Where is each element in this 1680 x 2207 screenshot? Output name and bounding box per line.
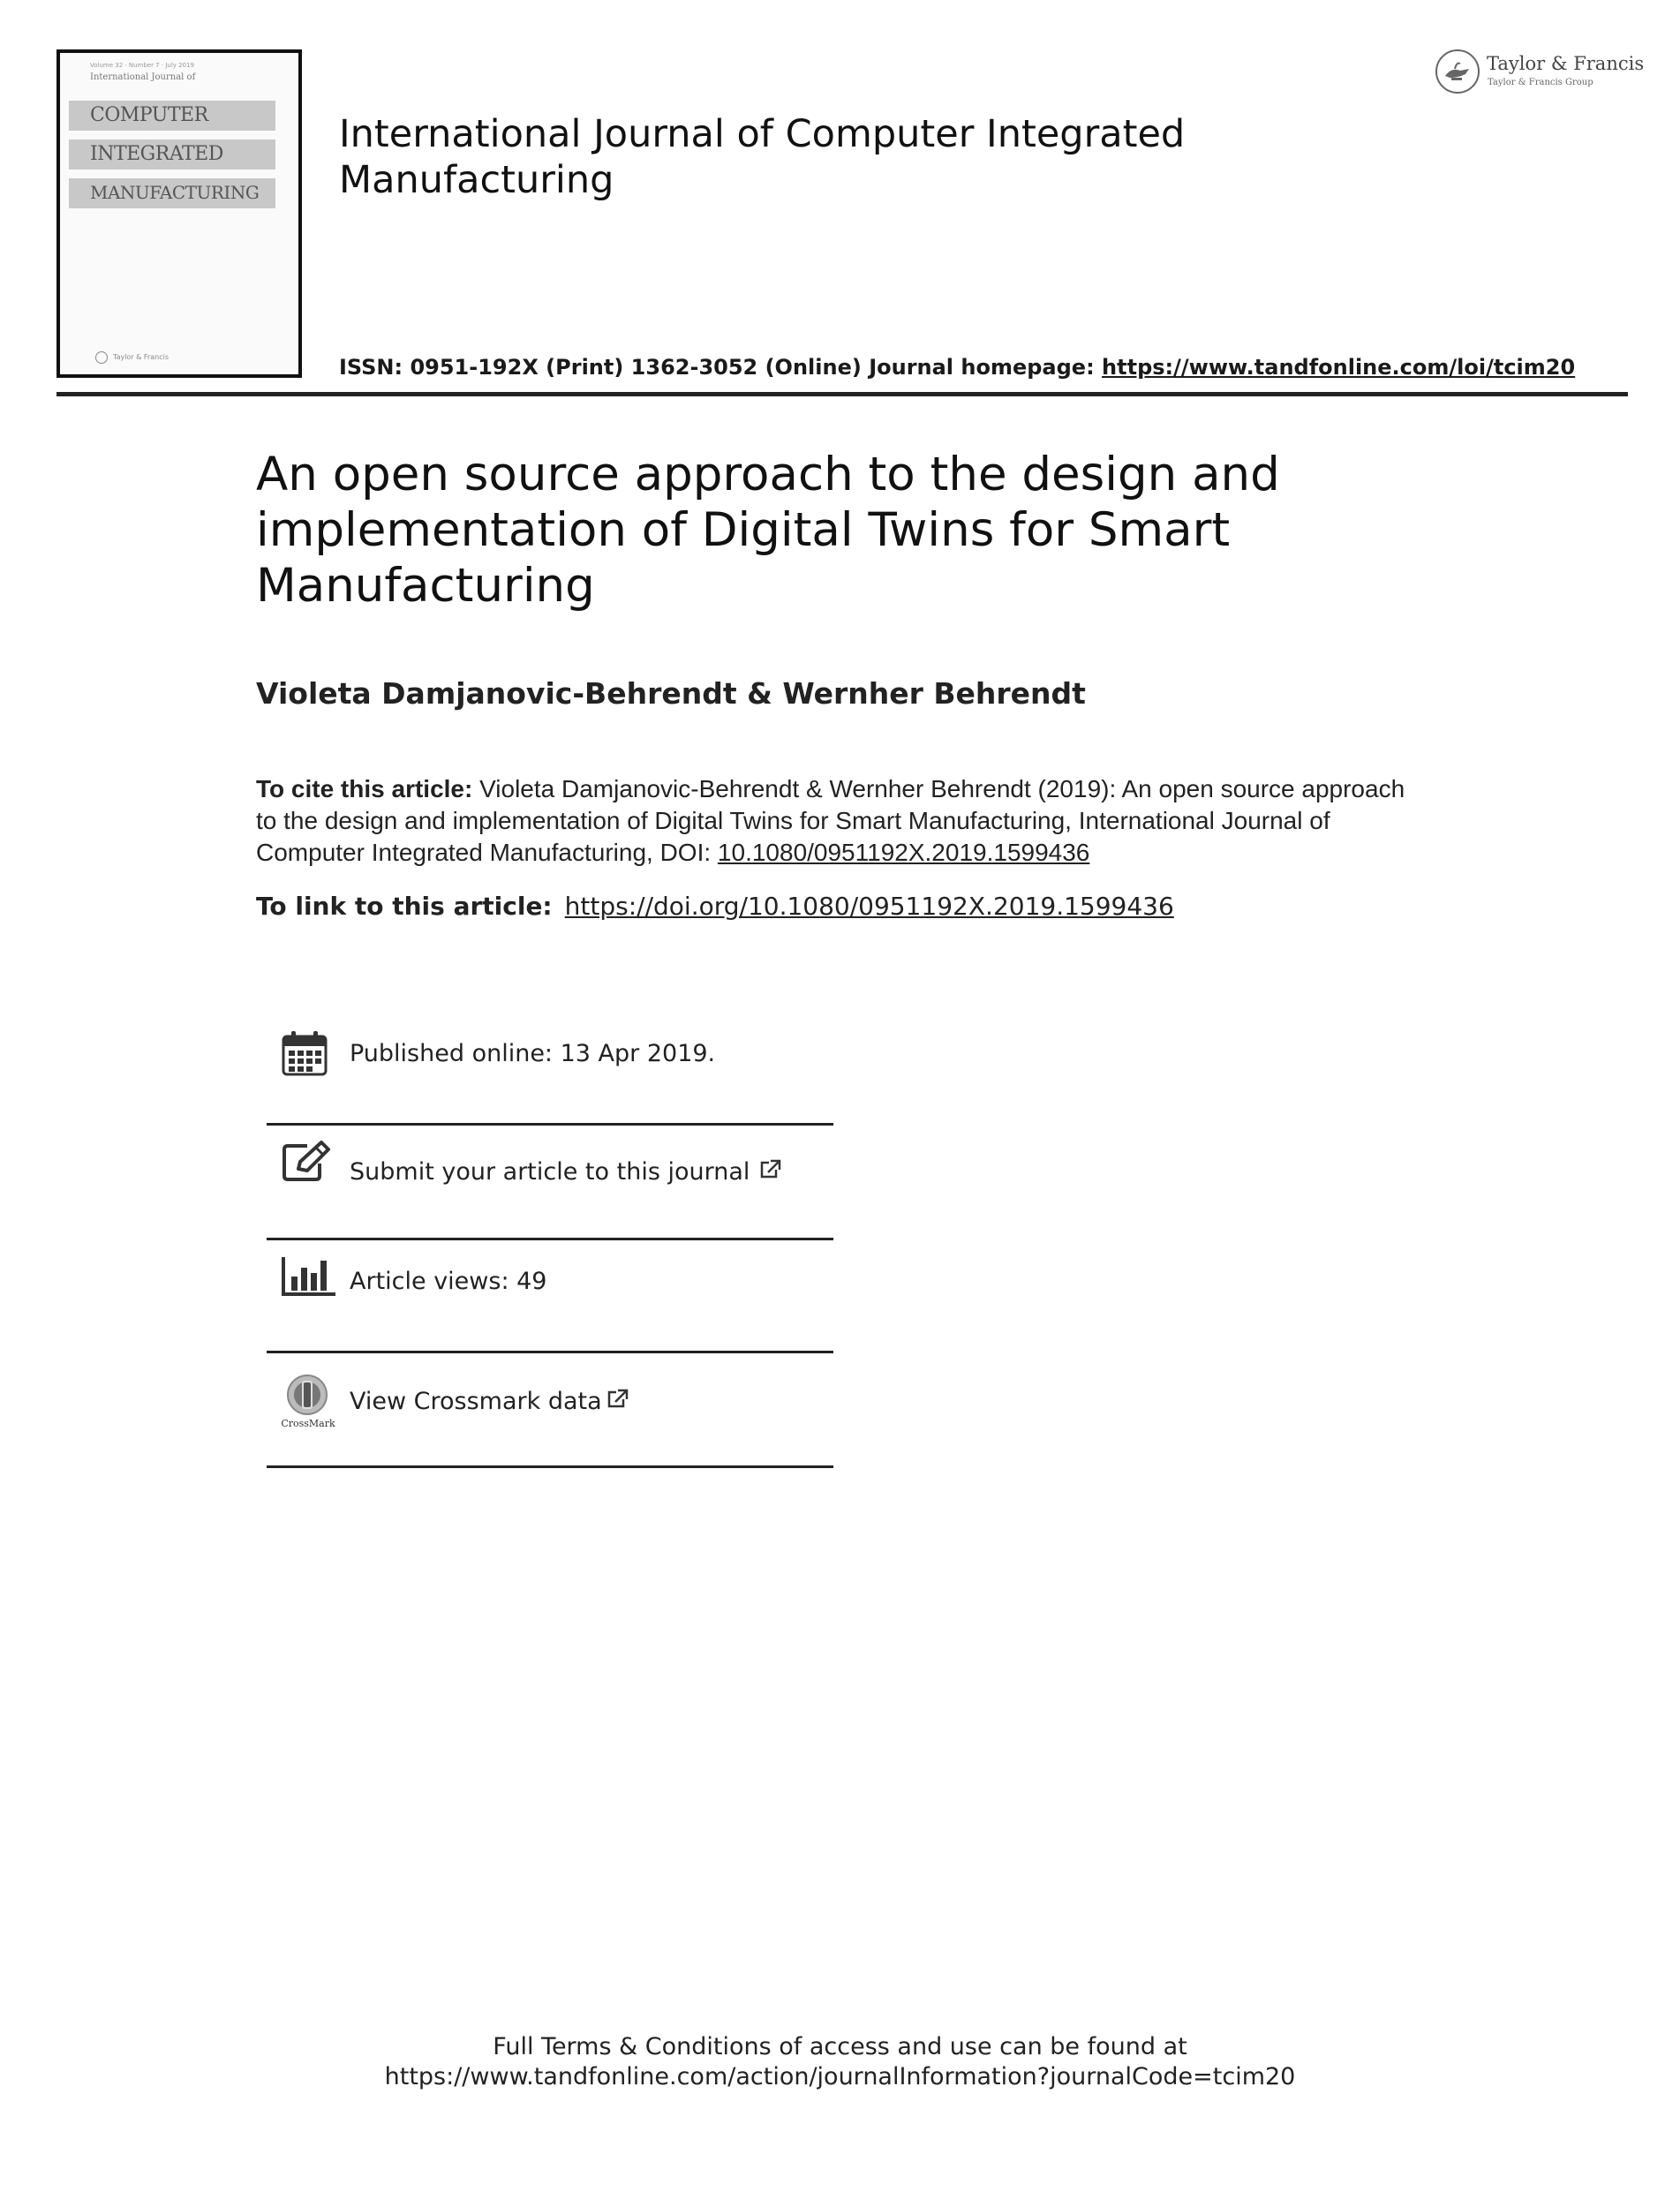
publisher-name: Taylor & Francis xyxy=(1487,53,1645,74)
publisher-subtitle: Taylor & Francis Group xyxy=(1488,78,1593,87)
article-views: Article views: 49 xyxy=(350,1268,547,1295)
cover-issue-line: Volume 32 · Number 7 · July 2019 xyxy=(90,62,194,69)
cover-publisher-mark: Taylor & Francis xyxy=(113,353,169,361)
crossmark-link[interactable] xyxy=(350,1388,629,1416)
crossmark-label: View Crossmark data xyxy=(350,1388,602,1415)
article-link-label: To link to this article: xyxy=(256,892,553,921)
crossmark-caption: CrossMark xyxy=(281,1418,335,1429)
edit-icon xyxy=(281,1141,332,1188)
published-date: Published online: 13 Apr 2019. xyxy=(350,1040,716,1067)
footer-terms-text: Full Terms & Conditions of access and use can be found at xyxy=(493,2033,1187,2060)
bar-chart-icon xyxy=(281,1255,335,1301)
external-link-icon xyxy=(758,1159,781,1186)
journal-cover-thumbnail xyxy=(57,49,302,378)
cover-title-bar xyxy=(69,139,275,169)
issn-text: ISSN: 0951-192X (Print) 1362-3052 (Online) Journal homepage: xyxy=(339,355,1103,380)
article-authors: Violeta Damjanovic-Behrendt & Wernher Behrendt xyxy=(256,676,1086,711)
journal-title: International Journal of Computer Integrated Manufacturing xyxy=(339,112,1186,202)
citation-text: Violeta Damjanovic-Behrendt & Wernher Behrendt (2019): An open source approach to the design and implementation of Digital Twins for Smart Manufacturing, International Journal of Computer Integrated Manufacturing, DOI: xyxy=(256,775,1405,866)
journal-homepage-link[interactable]: https://www.tandfonline.com/loi/tcim20 xyxy=(1102,355,1576,380)
cover-line-2: INTEGRATED xyxy=(90,143,223,165)
cover-line-1: COMPUTER xyxy=(90,104,208,126)
footer-terms xyxy=(0,2032,1680,2092)
crossmark-icon xyxy=(281,1374,335,1432)
article-title: An open source approach to the design and implementation of Digital Twins for Smart Manufacturing xyxy=(256,448,1280,613)
calendar-icon xyxy=(281,1029,328,1081)
cover-title-bar xyxy=(69,178,275,208)
submit-article-link[interactable] xyxy=(350,1158,781,1186)
cover-kicker: International Journal of xyxy=(90,72,196,82)
article-doi-link[interactable]: https://doi.org/10.1080/0951192X.2019.1599436 xyxy=(564,892,1174,921)
info-divider xyxy=(267,1123,833,1126)
header-divider xyxy=(57,392,1628,396)
publisher-logo xyxy=(1435,48,1645,97)
cover-line-3: MANUFACTURING xyxy=(90,182,260,203)
info-divider xyxy=(267,1465,833,1468)
info-divider xyxy=(267,1351,833,1353)
submit-article-label: Submit your article to this journal xyxy=(350,1158,750,1186)
cover-title-bar xyxy=(69,101,275,131)
footer-terms-link[interactable]: https://www.tandfonline.com/action/journalInformation?journalCode=tcim20 xyxy=(384,2063,1296,2090)
issn-line xyxy=(339,355,1575,380)
citation-doi-link[interactable]: 10.1080/0951192X.2019.1599436 xyxy=(717,839,1090,866)
info-divider xyxy=(267,1238,833,1240)
citation-label: To cite this article: xyxy=(256,775,473,802)
article-link-line xyxy=(256,892,1174,921)
citation-block xyxy=(256,773,1430,869)
external-link-icon xyxy=(606,1389,629,1416)
publisher-lamp-icon xyxy=(1435,49,1480,94)
cover-publisher-icon xyxy=(95,351,108,364)
